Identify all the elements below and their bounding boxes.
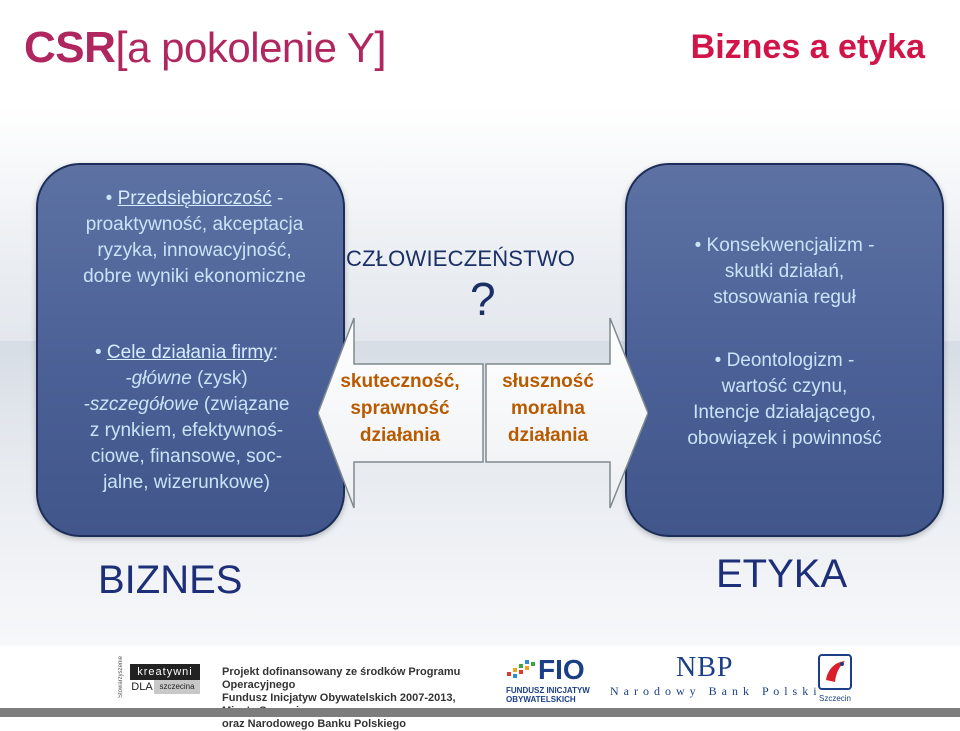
footer-bar: [0, 708, 960, 717]
nbp-logo-text: NBP: [676, 652, 734, 683]
logo-open-bracket: [: [115, 23, 128, 72]
project-funding-line: Projekt dofinansowany ze środków Programu Operacyjnego: [222, 666, 461, 691]
logo-close-bracket: ]: [374, 23, 387, 72]
effectiveness-line: sprawność: [350, 398, 450, 419]
nbp-bank-name: N a r o d o w y B a n k P o l s k i: [610, 684, 818, 698]
moral-rightness-line: działania: [507, 425, 589, 446]
slide-title: Biznes a etyka: [690, 28, 925, 66]
kreatywni-logo-dla: DLA: [131, 681, 153, 693]
humanity-label: CZŁOWIECZEŃSTWO: [346, 246, 576, 271]
kreatywni-logo-city: szczecina: [154, 680, 200, 694]
goal-main-value: (zysk): [191, 368, 248, 389]
kreatywni-side-text: Stowarzyszenie: [118, 656, 124, 698]
company-goals-heading: Cele działania firmy: [106, 342, 273, 363]
fio-dots-icon: [505, 658, 537, 684]
company-goals-line: ciowe, finansowe, soc-: [90, 446, 283, 467]
deontology-heading: Deontologizm -: [726, 350, 855, 371]
fio-subtitle-line: OBYWATELSKICH: [506, 695, 576, 704]
effectiveness-line: działania: [359, 425, 441, 446]
bullet-deontology: [627, 348, 942, 452]
effectiveness-text: [320, 368, 480, 449]
bullet-dot: •: [94, 342, 107, 363]
fio-subtitle-line: FUNDUSZ INICJATYW: [506, 686, 590, 695]
biznes-panel: [36, 163, 345, 537]
fio-logo-text: FIO: [538, 654, 585, 685]
project-funding-line: Fundusz Inicjatyw Obywatelskich 2007-2013,: [222, 692, 456, 704]
consequentialism-line: skutki działań,: [724, 261, 845, 282]
deontology-line: Intencje działającego,: [693, 402, 876, 423]
bullet-company-goals: [44, 340, 329, 496]
logo-csr: CSR: [24, 23, 116, 72]
bullet-dot: •: [714, 350, 727, 371]
fio-subtitle: [506, 686, 590, 704]
etyka-panel: [625, 163, 944, 537]
biznes-label: BIZNES: [98, 558, 243, 602]
moral-rightness-line: słuszność: [502, 371, 594, 392]
deontology-line: wartość czynu,: [721, 376, 848, 397]
moral-rightness-line: moralna: [511, 398, 585, 419]
entrepreneurship-line: proaktywność, akceptacja: [85, 214, 304, 235]
bullet-dot: •: [694, 235, 707, 256]
deontology-line: obowiązek i powinność: [687, 428, 882, 449]
goal-detailed-label: -szczegółowe: [83, 394, 199, 415]
etyka-label: ETYKA: [716, 552, 848, 596]
project-funding-text: [222, 666, 492, 731]
consequentialism-heading: Konsekwencjalizm -: [706, 235, 875, 256]
entrepreneurship-line: ryzyka, innowacyjność,: [97, 240, 292, 261]
szczecin-crest-icon: [818, 654, 852, 690]
csr-logo: [24, 22, 386, 74]
szczecin-label: Szczecin: [818, 694, 851, 703]
goal-main-label: -główne: [125, 368, 192, 389]
project-funding-line: oraz Narodowego Banku Polskiego: [222, 718, 406, 730]
entrepreneurship-line: dobre wyniki ekonomiczne: [83, 266, 306, 287]
logo-subtitle: a pokolenie Y: [127, 24, 375, 71]
company-goals-line: jalne, wizerunkowe): [103, 472, 270, 493]
entrepreneurship-heading: Przedsiębiorczość: [117, 188, 272, 209]
bullet-consequentialism: [627, 233, 942, 311]
goal-detailed-value: (związane: [198, 394, 290, 415]
company-goals-line: z rynkiem, efektywnoś-: [89, 420, 284, 441]
sponsor-footer: [0, 646, 960, 730]
company-goals-colon: :: [272, 342, 278, 363]
kreatywni-logo-top: kreatywni: [130, 664, 200, 680]
moral-rightness-text: [478, 368, 618, 449]
consequentialism-line: stosowania reguł: [713, 287, 856, 308]
entrepreneurship-dash: -: [271, 188, 284, 209]
bullet-dot: •: [105, 188, 118, 209]
effectiveness-line: skuteczność,: [340, 371, 460, 392]
question-mark: ?: [470, 273, 496, 325]
bullet-entrepreneurship: [52, 186, 337, 290]
